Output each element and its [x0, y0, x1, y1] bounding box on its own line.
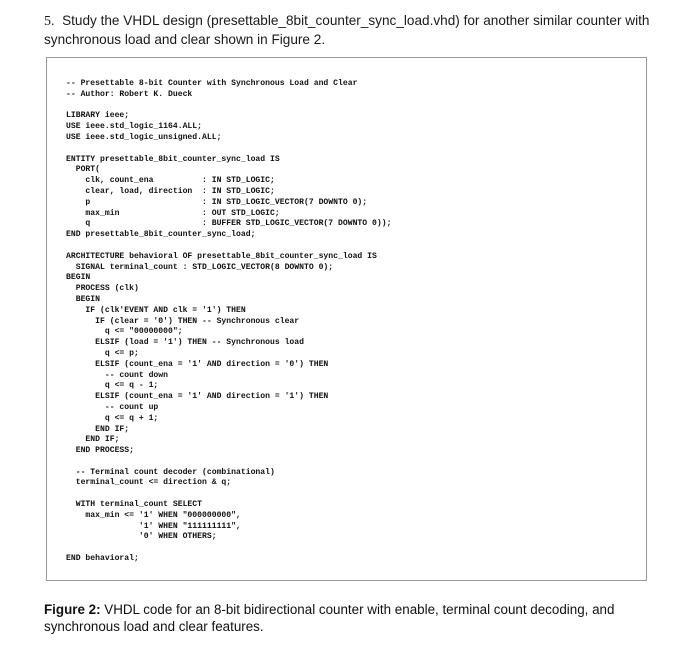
- code-line: IF (clk'EVENT AND clk = '1') THEN: [66, 305, 246, 315]
- code-line: USE ieee.std_logic_1164.ALL;: [66, 122, 202, 132]
- code-line: -- Author: Robert K. Dueck: [66, 89, 193, 99]
- code-line: -- count down: [66, 370, 168, 380]
- code-line: ARCHITECTURE behavioral OF presettable_8bit_counter_sync_load IS: [66, 251, 377, 261]
- figure-caption-text: VHDL code for an 8-bit bidirectional counter with enable, terminal count decoding, and synchronous load and clear features.: [44, 602, 615, 634]
- code-line: clear, load, direction : IN STD_LOGIC;: [66, 186, 275, 196]
- code-line: q : BUFFER STD_LOGIC_VECTOR(7 DOWNTO 0));: [66, 219, 392, 229]
- question-text-block: [44, 12, 664, 49]
- code-line: WITH terminal_count SELECT: [66, 500, 202, 510]
- code-line: [66, 101, 391, 112]
- figure-label: Figure 2:: [44, 602, 101, 617]
- code-line: LIBRARY ieee;: [66, 111, 130, 121]
- code-line: USE ieee.std_logic_unsigned.ALL;: [66, 132, 222, 142]
- code-line: [66, 457, 391, 468]
- code-line: max_min : OUT STD_LOGIC;: [66, 208, 280, 218]
- code-line: END behavioral;: [66, 554, 139, 564]
- code-line: [66, 241, 391, 252]
- vhdl-code-listing: [66, 79, 391, 565]
- code-line: END IF;: [66, 435, 120, 445]
- code-line: BEGIN: [66, 273, 91, 283]
- code-line: END IF;: [66, 424, 130, 434]
- code-line: END presettable_8bit_counter_sync_load;: [66, 230, 256, 240]
- code-line: SIGNAL terminal_count : STD_LOGIC_VECTOR(8 DOWNTO 0);: [66, 262, 334, 272]
- code-line: p : IN STD_LOGIC_VECTOR(7 DOWNTO 0);: [66, 197, 368, 207]
- code-line: BEGIN: [66, 294, 100, 304]
- code-line: ELSIF (count_ena = '1' AND direction = '1') THEN: [66, 392, 329, 402]
- code-line: -- count up: [66, 402, 159, 412]
- code-line: ELSIF (count_ena = '1' AND direction = '0') THEN: [66, 359, 329, 369]
- code-line: -- Terminal count decoder (combinational): [66, 467, 275, 477]
- code-line: q <= q - 1;: [66, 381, 159, 391]
- code-line: [66, 144, 391, 155]
- question-body: Study the VHDL design (presettable_8bit_counter_sync_load.vhd) for another similar counter with synchronous load and clear shown in Figure 2.: [44, 13, 650, 47]
- code-line: clk, count_ena : IN STD_LOGIC;: [66, 176, 275, 186]
- code-line: max_min <= '1' WHEN "000000000",: [66, 510, 241, 520]
- code-line: q <= "00000000";: [66, 327, 183, 337]
- figure-caption: [44, 601, 664, 635]
- code-line: -- Presettable 8-bit Counter with Synchronous Load and Clear: [66, 79, 358, 88]
- code-line: [66, 489, 391, 500]
- code-line: '0' WHEN OTHERS;: [66, 532, 217, 542]
- code-line: q <= q + 1;: [66, 413, 159, 423]
- code-line: PORT(: [66, 165, 100, 175]
- code-line: terminal_count <= direction & q;: [66, 478, 232, 488]
- code-line: '1' WHEN "111111111",: [66, 521, 241, 531]
- question-number: 5.: [44, 14, 55, 29]
- code-line: ENTITY presettable_8bit_counter_sync_load IS: [66, 154, 280, 164]
- code-line: ELSIF (load = '1') THEN -- Synchronous load: [66, 338, 304, 348]
- code-line: IF (clear = '0') THEN -- Synchronous clear: [66, 316, 300, 326]
- code-line: [66, 543, 391, 554]
- code-line: END PROCESS;: [66, 446, 134, 456]
- code-line: q <= p;: [66, 348, 139, 358]
- code-line: PROCESS (clk): [66, 284, 139, 294]
